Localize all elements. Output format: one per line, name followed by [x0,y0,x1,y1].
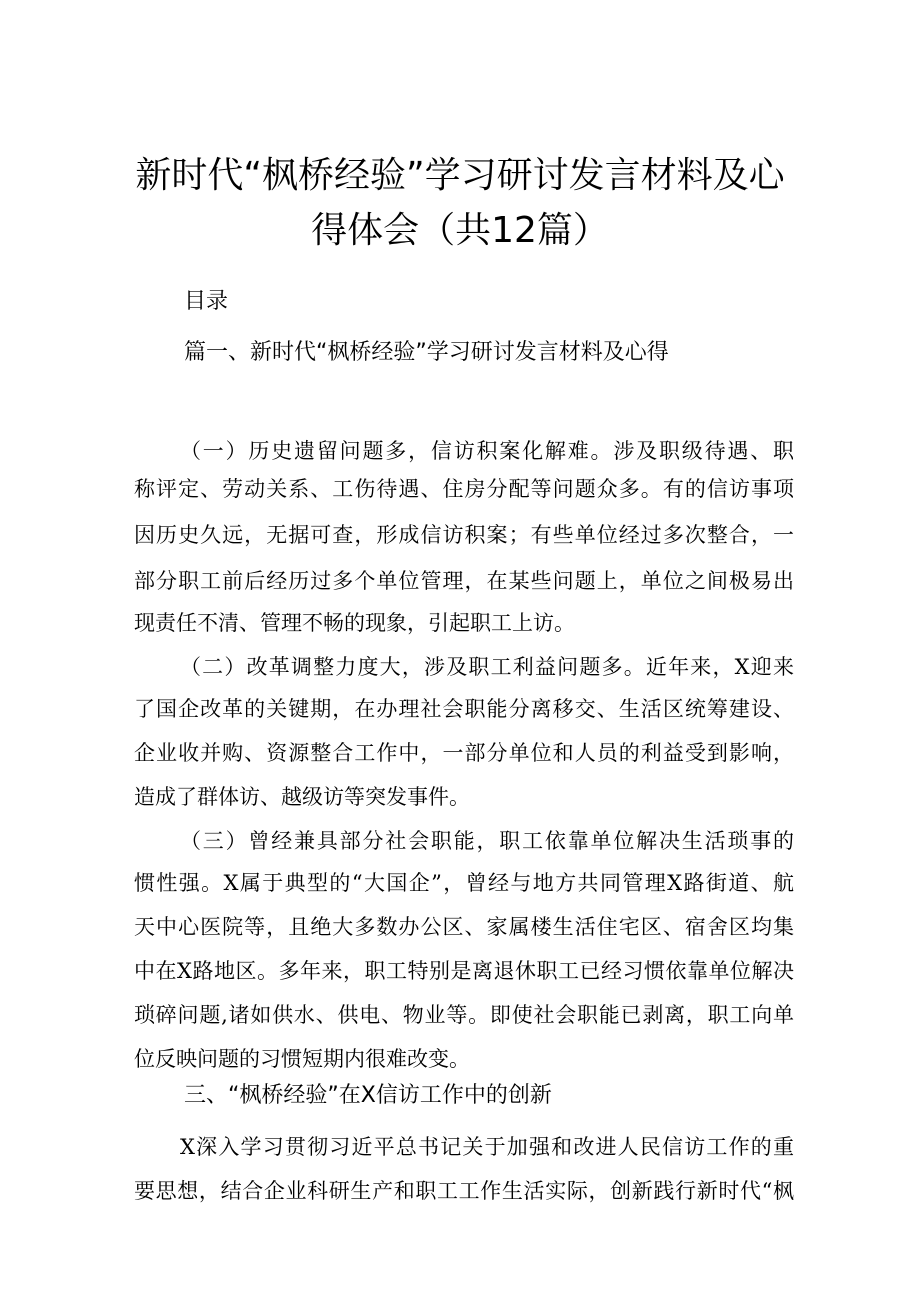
document-title-line-1: 新时代“枫桥经验”学习研讨发言材料及心 [135,155,785,196]
section-3-line-2: 要思想，结合企业科研生产和职工工作生活实际，创新践行新时代“枫 [134,1179,795,1203]
paragraph-1-line-4: 部分职工前后经历过多个单位管理，在某些问题上，单位之间极易出 [134,569,796,593]
paragraph-3-line-5: 琐碎问题,诸如供水、供电、物业等。即使社会职能已剥离，职工向单 [134,1003,795,1027]
paragraph-3-line-6: 位反映问题的习惯短期内很难改变。 [134,1047,470,1071]
paragraph-1-line-5: 现责任不清、管理不畅的现象，引起职工上访。 [134,611,575,635]
paragraph-1-line-2: 称评定、劳动关系、工伤待遇、住房分配等问题众多。有的信访事项 [134,477,796,501]
section-3-heading: 三、“枫桥经验”在X信访工作中的创新 [184,1083,552,1108]
paragraph-3-line-4: 中在X路地区。多年来，职工特别是离退休职工已经习惯依靠单位解决 [134,959,795,983]
paragraph-3-line-2: 惯性强。X属于典型的“大国企”，曾经与地方共同管理X路街道、航 [134,871,796,895]
paragraph-1-line-3: 因历史久远，无据可查，形成信访积案；有些单位经过多次整合，一 [134,523,796,547]
paragraph-3-line-3: 天中心医院等，且绝大多数办公区、家属楼生活住宅区、宿舍区均集 [134,915,796,939]
toc-heading: 目录 [184,289,229,314]
paragraph-3-line-1: （三）曾经兼具部分社会职能，职工依靠单位解决生活琐事的 [180,829,796,853]
paragraph-2-line-3: 企业收并购、资源整合工作中，一部分单位和人员的利益受到影响， [134,741,796,765]
section-3-line-1: X深入学习贯彻习近平总书记关于加强和改进人民信访工作的重 [180,1135,796,1159]
paragraph-2-line-4: 造成了群体访、越级访等突发事件。 [134,785,470,809]
document-title-line-2: 得体会（共12篇） [311,210,609,251]
toc-item-1: 篇一、新时代“枫桥经验”学习研讨发言材料及心得 [184,340,669,365]
paragraph-2-line-2: 了国企改革的关键期，在办理社会职能分离移交、生活区统筹建设、 [134,697,796,721]
paragraph-1-line-1: （一）历史遗留问题多，信访积案化解难。涉及职级待遇、职 [180,439,796,463]
paragraph-2-line-1: （二）改革调整力度大，涉及职工利益问题多。近年来，X迎来 [180,655,796,679]
